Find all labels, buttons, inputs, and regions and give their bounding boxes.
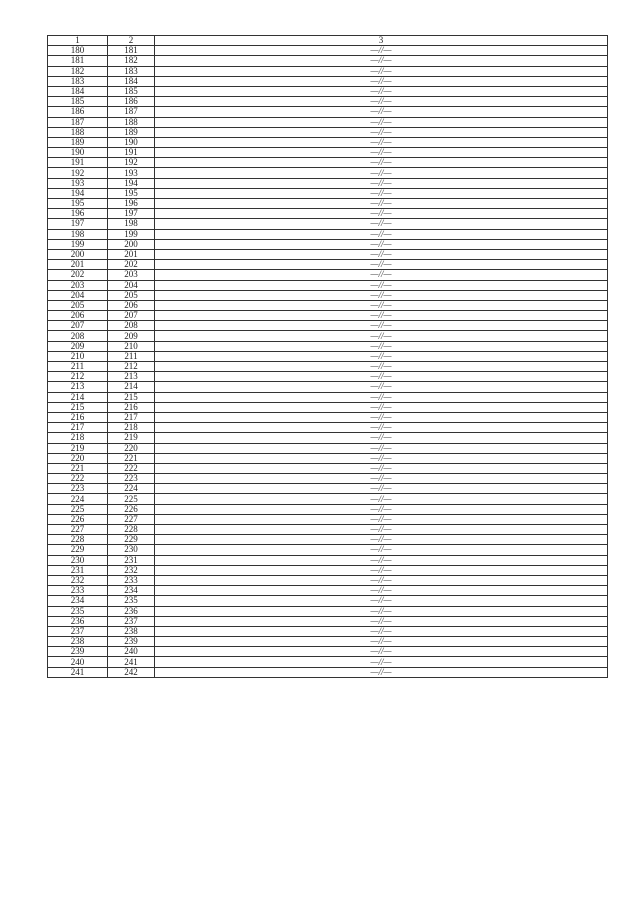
- table-row: [48, 433, 608, 443]
- table-cell-col-3: —//—: [155, 46, 608, 56]
- table-cell-col-1: 216: [48, 412, 108, 422]
- table-cell-col-1: 185: [48, 97, 108, 107]
- table-cell-col-3: —//—: [155, 657, 608, 667]
- table-cell-col-3: —//—: [155, 392, 608, 402]
- table-cell-col-1: 220: [48, 453, 108, 463]
- table-row: [48, 209, 608, 219]
- table-cell-col-1: 183: [48, 76, 108, 86]
- table-row: [48, 565, 608, 575]
- table-cell-col-1: 205: [48, 300, 108, 310]
- table-cell-col-3: —//—: [155, 341, 608, 351]
- table-cell-col-2: 215: [108, 392, 155, 402]
- table-cell-col-2: 218: [108, 423, 155, 433]
- table-cell-col-3: —//—: [155, 56, 608, 66]
- table-cell-col-1: 223: [48, 484, 108, 494]
- table-cell-col-1: 182: [48, 66, 108, 76]
- table-cell-col-1: 224: [48, 494, 108, 504]
- table-cell-col-2: 187: [108, 107, 155, 117]
- table-cell-col-1: 192: [48, 168, 108, 178]
- table-row: [48, 667, 608, 677]
- table-cell-col-2: 185: [108, 86, 155, 96]
- table-cell-col-1: 214: [48, 392, 108, 402]
- table-row: [48, 657, 608, 667]
- table-cell-col-1: 226: [48, 514, 108, 524]
- table-row: [48, 229, 608, 239]
- table-cell-col-3: —//—: [155, 626, 608, 636]
- table-cell-col-3: —//—: [155, 86, 608, 96]
- table-cell-col-1: 200: [48, 249, 108, 259]
- table-cell-col-1: 241: [48, 667, 108, 677]
- table-cell-col-2: 237: [108, 616, 155, 626]
- table-cell-col-1: 197: [48, 219, 108, 229]
- table-cell-col-3: —//—: [155, 148, 608, 158]
- table-cell-col-1: 204: [48, 290, 108, 300]
- table-row: [48, 260, 608, 270]
- table-cell-col-3: —//—: [155, 158, 608, 168]
- table-cell-col-2: 184: [108, 76, 155, 86]
- table-row: [48, 474, 608, 484]
- table-row: [48, 586, 608, 596]
- table-cell-col-1: 239: [48, 647, 108, 657]
- table-cell-col-2: 196: [108, 199, 155, 209]
- table-row: [48, 392, 608, 402]
- table-cell-col-1: 236: [48, 616, 108, 626]
- table-cell-col-3: —//—: [155, 474, 608, 484]
- table-cell-col-3: —//—: [155, 514, 608, 524]
- table-row: [48, 178, 608, 188]
- table-cell-col-3: —//—: [155, 423, 608, 433]
- table-cell-col-2: 200: [108, 239, 155, 249]
- table-row: [48, 107, 608, 117]
- table-cell-col-1: 218: [48, 433, 108, 443]
- table-cell-col-3: —//—: [155, 616, 608, 626]
- table-cell-col-1: 219: [48, 443, 108, 453]
- table-cell-col-3: —//—: [155, 545, 608, 555]
- table-cell-col-3: —//—: [155, 219, 608, 229]
- table-cell-col-3: —//—: [155, 117, 608, 127]
- table-cell-col-1: 234: [48, 596, 108, 606]
- table-row: [48, 616, 608, 626]
- table-row: [48, 514, 608, 524]
- table-row: [48, 341, 608, 351]
- table-cell-col-2: 230: [108, 545, 155, 555]
- table-cell-col-2: 197: [108, 209, 155, 219]
- table-cell-col-1: 211: [48, 362, 108, 372]
- table-cell-col-2: 201: [108, 249, 155, 259]
- table-cell-col-2: 226: [108, 504, 155, 514]
- table-cell-col-2: 195: [108, 188, 155, 198]
- table-cell-col-2: 191: [108, 148, 155, 158]
- table-cell-col-2: 186: [108, 97, 155, 107]
- table-cell-col-3: —//—: [155, 351, 608, 361]
- table-cell-col-2: 188: [108, 117, 155, 127]
- table-cell-col-3: —//—: [155, 565, 608, 575]
- table-cell-col-3: —//—: [155, 606, 608, 616]
- table-cell-col-3: —//—: [155, 168, 608, 178]
- table-row: [48, 117, 608, 127]
- column-header-2: 2: [108, 36, 155, 46]
- table-cell-col-3: —//—: [155, 321, 608, 331]
- table-cell-col-1: 202: [48, 270, 108, 280]
- table-cell-col-1: 238: [48, 637, 108, 647]
- table-row: [48, 606, 608, 616]
- table-cell-col-3: —//—: [155, 311, 608, 321]
- table-cell-col-1: 227: [48, 525, 108, 535]
- table-cell-col-2: 242: [108, 667, 155, 677]
- table-row: [48, 484, 608, 494]
- table-cell-col-3: —//—: [155, 331, 608, 341]
- table-cell-col-2: 216: [108, 402, 155, 412]
- table-row: [48, 423, 608, 433]
- table-cell-col-1: 196: [48, 209, 108, 219]
- table-cell-col-2: 208: [108, 321, 155, 331]
- table-cell-col-1: 206: [48, 311, 108, 321]
- table-cell-col-2: 194: [108, 178, 155, 188]
- table-cell-col-3: —//—: [155, 209, 608, 219]
- table-cell-col-3: —//—: [155, 463, 608, 473]
- table-cell-col-3: —//—: [155, 484, 608, 494]
- table-cell-col-3: —//—: [155, 372, 608, 382]
- table-body: [48, 46, 608, 678]
- table-cell-col-2: 212: [108, 362, 155, 372]
- table-cell-col-2: 203: [108, 270, 155, 280]
- table-cell-col-2: 236: [108, 606, 155, 616]
- table-row: [48, 453, 608, 463]
- data-table: [47, 35, 608, 678]
- table-row: [48, 443, 608, 453]
- table-cell-col-3: —//—: [155, 433, 608, 443]
- table-cell-col-1: 181: [48, 56, 108, 66]
- table-cell-col-2: 228: [108, 525, 155, 535]
- table-cell-col-3: —//—: [155, 76, 608, 86]
- table-cell-col-2: 183: [108, 66, 155, 76]
- table-cell-col-2: 204: [108, 280, 155, 290]
- table-cell-col-2: 211: [108, 351, 155, 361]
- table-header-row: [48, 36, 608, 46]
- table-cell-col-3: —//—: [155, 575, 608, 585]
- table-cell-col-1: 229: [48, 545, 108, 555]
- table-cell-col-3: —//—: [155, 596, 608, 606]
- table-row: [48, 331, 608, 341]
- table-row: [48, 647, 608, 657]
- table-cell-col-3: —//—: [155, 229, 608, 239]
- table-row: [48, 188, 608, 198]
- table-row: [48, 525, 608, 535]
- table-row: [48, 219, 608, 229]
- table-row: [48, 382, 608, 392]
- table-row: [48, 249, 608, 259]
- table-row: [48, 97, 608, 107]
- table-cell-col-2: 221: [108, 453, 155, 463]
- table-cell-col-3: —//—: [155, 667, 608, 677]
- table-cell-col-3: —//—: [155, 362, 608, 372]
- table-row: [48, 596, 608, 606]
- table-row: [48, 535, 608, 545]
- table-cell-col-3: —//—: [155, 412, 608, 422]
- table-cell-col-2: 222: [108, 463, 155, 473]
- table-cell-col-3: —//—: [155, 443, 608, 453]
- table-row: [48, 463, 608, 473]
- table-row: [48, 76, 608, 86]
- table-row: [48, 321, 608, 331]
- table-row: [48, 280, 608, 290]
- table-cell-col-2: 227: [108, 514, 155, 524]
- table-cell-col-1: 193: [48, 178, 108, 188]
- table-cell-col-2: 232: [108, 565, 155, 575]
- table-row: [48, 239, 608, 249]
- table-row: [48, 168, 608, 178]
- table-row: [48, 626, 608, 636]
- table-cell-col-2: 219: [108, 433, 155, 443]
- table-cell-col-1: 228: [48, 535, 108, 545]
- table-cell-col-2: 206: [108, 300, 155, 310]
- table-cell-col-1: 212: [48, 372, 108, 382]
- table-row: [48, 270, 608, 280]
- table-cell-col-3: —//—: [155, 535, 608, 545]
- table-cell-col-3: —//—: [155, 637, 608, 647]
- table-row: [48, 56, 608, 66]
- table-row: [48, 300, 608, 310]
- table-row: [48, 148, 608, 158]
- table-cell-col-2: 199: [108, 229, 155, 239]
- table-cell-col-2: 202: [108, 260, 155, 270]
- table-cell-col-1: 209: [48, 341, 108, 351]
- table-cell-col-1: 203: [48, 280, 108, 290]
- table-cell-col-2: 223: [108, 474, 155, 484]
- table-cell-col-3: —//—: [155, 647, 608, 657]
- table-cell-col-1: 190: [48, 148, 108, 158]
- table-cell-col-1: 230: [48, 555, 108, 565]
- table-row: [48, 199, 608, 209]
- table-row: [48, 402, 608, 412]
- table-cell-col-1: 237: [48, 626, 108, 636]
- table-cell-col-1: 213: [48, 382, 108, 392]
- table-cell-col-2: 210: [108, 341, 155, 351]
- table-cell-col-2: 192: [108, 158, 155, 168]
- table-cell-col-1: 188: [48, 127, 108, 137]
- table-row: [48, 66, 608, 76]
- table-cell-col-3: —//—: [155, 66, 608, 76]
- table-row: [48, 504, 608, 514]
- table-cell-col-2: 239: [108, 637, 155, 647]
- table-cell-col-2: 229: [108, 535, 155, 545]
- table-row: [48, 158, 608, 168]
- column-header-3: 3: [155, 36, 608, 46]
- table-cell-col-2: 235: [108, 596, 155, 606]
- table-cell-col-1: 222: [48, 474, 108, 484]
- table-cell-col-2: 207: [108, 311, 155, 321]
- table-cell-col-3: —//—: [155, 107, 608, 117]
- table-cell-col-3: —//—: [155, 249, 608, 259]
- table-cell-col-2: 233: [108, 575, 155, 585]
- table-cell-col-1: 217: [48, 423, 108, 433]
- column-header-1: 1: [48, 36, 108, 46]
- table-row: [48, 290, 608, 300]
- table-row: [48, 637, 608, 647]
- table-cell-col-3: —//—: [155, 127, 608, 137]
- table-cell-col-3: —//—: [155, 382, 608, 392]
- table-row: [48, 311, 608, 321]
- table-cell-col-3: —//—: [155, 494, 608, 504]
- table-row: [48, 412, 608, 422]
- table-row: [48, 86, 608, 96]
- table-cell-col-3: —//—: [155, 178, 608, 188]
- table-cell-col-2: 238: [108, 626, 155, 636]
- table-cell-col-3: —//—: [155, 504, 608, 514]
- table-cell-col-3: —//—: [155, 290, 608, 300]
- table-cell-col-2: 225: [108, 494, 155, 504]
- table-row: [48, 545, 608, 555]
- table-row: [48, 46, 608, 56]
- table-cell-col-3: —//—: [155, 199, 608, 209]
- table-cell-col-1: 199: [48, 239, 108, 249]
- table-cell-col-3: —//—: [155, 555, 608, 565]
- table-row: [48, 372, 608, 382]
- table-cell-col-1: 208: [48, 331, 108, 341]
- table-cell-col-2: 241: [108, 657, 155, 667]
- table-cell-col-1: 180: [48, 46, 108, 56]
- table-cell-col-3: —//—: [155, 453, 608, 463]
- table-cell-col-2: 240: [108, 647, 155, 657]
- table-cell-col-2: 198: [108, 219, 155, 229]
- table-cell-col-3: —//—: [155, 239, 608, 249]
- table-cell-col-2: 213: [108, 372, 155, 382]
- table-cell-col-1: 225: [48, 504, 108, 514]
- table-cell-col-2: 205: [108, 290, 155, 300]
- table-row: [48, 137, 608, 147]
- table-row: [48, 351, 608, 361]
- table-cell-col-1: 231: [48, 565, 108, 575]
- table-cell-col-2: 182: [108, 56, 155, 66]
- table-cell-col-2: 193: [108, 168, 155, 178]
- table-cell-col-3: —//—: [155, 402, 608, 412]
- table-cell-col-1: 232: [48, 575, 108, 585]
- table-cell-col-1: 184: [48, 86, 108, 96]
- table-cell-col-2: 190: [108, 137, 155, 147]
- table-cell-col-1: 233: [48, 586, 108, 596]
- table-cell-col-2: 234: [108, 586, 155, 596]
- table-cell-col-3: —//—: [155, 300, 608, 310]
- table-cell-col-2: 231: [108, 555, 155, 565]
- table-cell-col-3: —//—: [155, 188, 608, 198]
- table-cell-col-3: —//—: [155, 270, 608, 280]
- table-cell-col-3: —//—: [155, 137, 608, 147]
- table-cell-col-3: —//—: [155, 97, 608, 107]
- table-row: [48, 555, 608, 565]
- table-cell-col-3: —//—: [155, 280, 608, 290]
- table-cell-col-1: 195: [48, 199, 108, 209]
- table-row: [48, 362, 608, 372]
- table-cell-col-1: 186: [48, 107, 108, 117]
- table-cell-col-2: 220: [108, 443, 155, 453]
- table-cell-col-1: 221: [48, 463, 108, 473]
- table-cell-col-1: 210: [48, 351, 108, 361]
- table-cell-col-2: 209: [108, 331, 155, 341]
- table-cell-col-2: 214: [108, 382, 155, 392]
- table-cell-col-1: 235: [48, 606, 108, 616]
- table-cell-col-1: 215: [48, 402, 108, 412]
- table-cell-col-3: —//—: [155, 586, 608, 596]
- table-cell-col-3: —//—: [155, 260, 608, 270]
- table-cell-col-2: 181: [108, 46, 155, 56]
- table-cell-col-2: 217: [108, 412, 155, 422]
- table-cell-col-1: 189: [48, 137, 108, 147]
- table-cell-col-1: 194: [48, 188, 108, 198]
- table-row: [48, 494, 608, 504]
- table-cell-col-3: —//—: [155, 525, 608, 535]
- table-row: [48, 127, 608, 137]
- table-cell-col-2: 224: [108, 484, 155, 494]
- table-cell-col-1: 198: [48, 229, 108, 239]
- table-row: [48, 575, 608, 585]
- table-cell-col-1: 191: [48, 158, 108, 168]
- table-cell-col-1: 207: [48, 321, 108, 331]
- table-cell-col-1: 187: [48, 117, 108, 127]
- table-cell-col-1: 240: [48, 657, 108, 667]
- table-cell-col-1: 201: [48, 260, 108, 270]
- table-cell-col-2: 189: [108, 127, 155, 137]
